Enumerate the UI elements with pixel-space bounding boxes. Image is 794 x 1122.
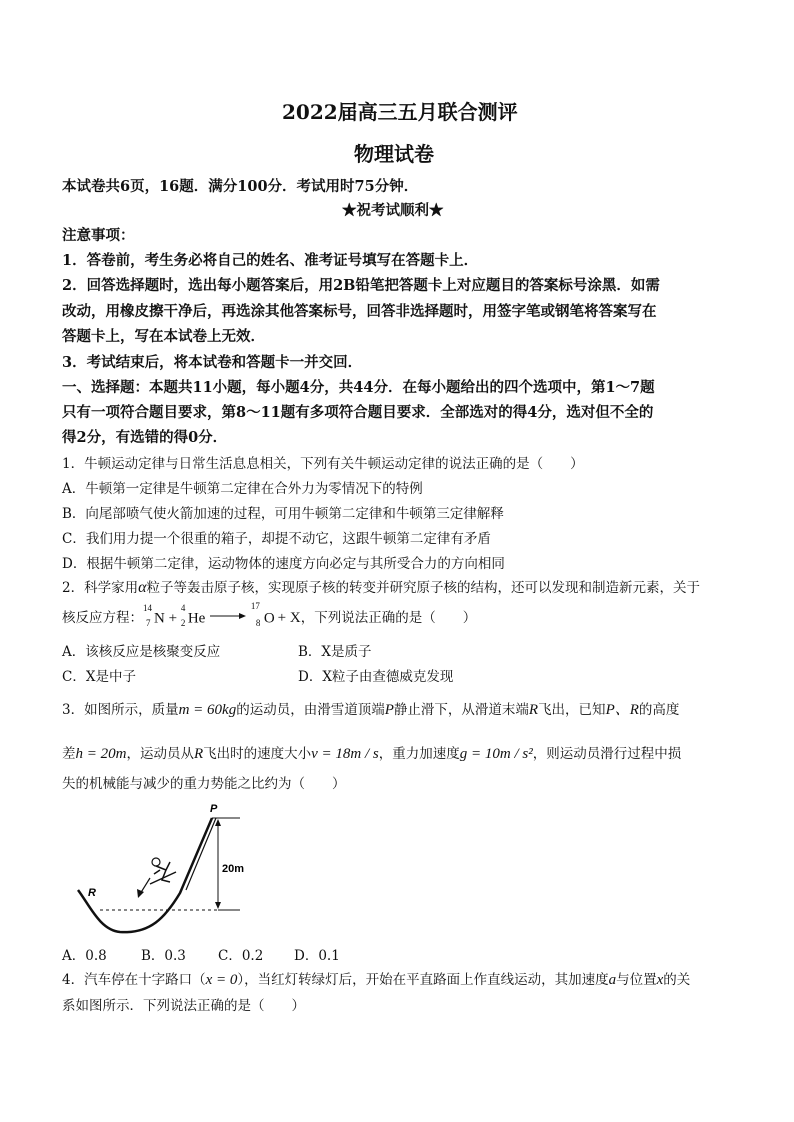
question-2-equation-line bbox=[62, 600, 477, 629]
question-1-option: D．根据牛顿第二定律，运动物体的速度方向必定与其所受合力的方向相同 bbox=[62, 556, 505, 572]
arrow-icon bbox=[209, 611, 247, 621]
stem-text: ，则运动员滑行过程中损 bbox=[532, 746, 682, 762]
question-2-stem bbox=[62, 576, 700, 597]
question-3-line bbox=[62, 698, 679, 719]
question-4-line bbox=[62, 968, 690, 989]
exam-title: 2022届高三五月联合测评 bbox=[282, 100, 518, 124]
section-heading: 得2分，有选错的得0分． bbox=[62, 429, 228, 446]
gravity-value: g = 10m / s² bbox=[459, 746, 533, 762]
point-R: R bbox=[528, 702, 539, 718]
nitrogen-symbol: N bbox=[154, 610, 165, 626]
points-PR: P、R bbox=[605, 702, 639, 718]
reaction-arrow bbox=[209, 609, 247, 626]
question-2-option: C．X是中子 bbox=[62, 669, 136, 685]
question-3-line bbox=[62, 742, 681, 763]
stem-text: 2．科学家用 bbox=[62, 580, 139, 596]
question-3-option: A．0.8 bbox=[62, 948, 107, 964]
stem-text: 粒子等轰击原子核，实现原子核的转变并研究原子核的结构，还可以发现和制造新元素，关于 bbox=[146, 580, 700, 596]
stem-text: 飞出，已知 bbox=[538, 702, 606, 718]
equation-prefix: 核反应方程： bbox=[62, 610, 143, 626]
question-1-option: A．牛顿第一定律是牛顿第二定律在合外力为零情况下的特例 bbox=[62, 481, 423, 497]
notice-item: 改动，用橡皮擦干净后，再选涂其他答案标号，回答非选择题时，用签字笔或钢笔将答案写在 bbox=[62, 303, 657, 320]
point-P: P bbox=[384, 702, 394, 718]
ski-track-inner bbox=[186, 818, 216, 890]
section-heading: 一、选择题：本题共11小题，每小题4分，共44分．在每小题给出的四个选项中，第1～7题 bbox=[62, 379, 655, 396]
question-3-line: 失的机械能与减少的重力势能之比约为（ ） bbox=[62, 776, 346, 792]
position-symbol: x bbox=[656, 972, 664, 988]
question-3-option: D．0.1 bbox=[294, 948, 340, 964]
exam-info: 本试卷共6页，16题．满分100分．考试用时75分钟． bbox=[62, 178, 419, 195]
question-1-option: C．我们用力提一个很重的箱子，却提不动它，这跟牛顿第二定律有矛盾 bbox=[62, 531, 491, 547]
stem-text: 3．如图所示，质量 bbox=[62, 702, 179, 718]
nuclear-equation bbox=[143, 600, 301, 629]
section-heading: 只有一项符合题目要求，第8～11题有多项符合题目要求．全部选对的得4分，选对但不全的 bbox=[62, 404, 654, 421]
notice-heading: 注意事项： bbox=[62, 227, 135, 244]
helium-symbol: He bbox=[187, 610, 206, 626]
plus-sign: + bbox=[168, 610, 178, 626]
height-value: h = 20m bbox=[75, 746, 127, 762]
question-1-stem: 1．牛顿运动定律与日常生活息息相关，下列有关牛顿运动定律的说法正确的是（ ） bbox=[62, 456, 584, 472]
question-2-option: B．X是质子 bbox=[298, 644, 372, 660]
notice-item: 2．回答选择题时，选出每小题答案后，用2B铅笔把答题卡上对应题目的答案标号涂黑．如需 bbox=[62, 277, 660, 294]
exam-blessing: ★祝考试顺利★ bbox=[342, 202, 444, 219]
question-4-line: 系如图所示．下列说法正确的是（ ） bbox=[62, 998, 305, 1014]
stem-text: 飞出时的速度大小 bbox=[203, 746, 312, 762]
position-zero: x = 0 bbox=[205, 972, 238, 988]
stem-text: 静止滑下，从滑道末端 bbox=[393, 702, 529, 718]
question-2-option: D．X粒子由查德威克发现 bbox=[298, 669, 454, 685]
oxygen-mass-number: 17 bbox=[250, 600, 260, 611]
question-1-option: B．向尾部喷气使火箭加速的过程，可用牛顿第二定律和牛顿第三定律解释 bbox=[62, 506, 504, 522]
question-3-option: B．0.3 bbox=[141, 948, 186, 964]
equation-suffix: ，下列说法正确的是（ ） bbox=[300, 610, 477, 626]
mass-value: m = 60kg bbox=[178, 702, 237, 718]
stem-text: 的关 bbox=[663, 972, 691, 988]
notice-item: 3．考试结束后，将本试卷和答题卡一并交回． bbox=[62, 354, 363, 371]
label-height: 20m bbox=[222, 863, 245, 875]
stem-text: 差 bbox=[62, 746, 76, 762]
label-P: P bbox=[210, 803, 218, 815]
exam-subtitle: 物理试卷 bbox=[354, 142, 434, 166]
notice-item: 1．答卷前，考生务必将自己的姓名、准考证号填写在答题卡上． bbox=[62, 252, 479, 269]
notice-item: 答题卡上，写在本试卷上无效． bbox=[62, 328, 265, 345]
speed-value: v = 18m / s bbox=[311, 746, 379, 762]
question-2-option: A．该核反应是核聚变反应 bbox=[62, 644, 221, 660]
nitrogen-atomic-number: 7 bbox=[146, 617, 151, 628]
stem-text: 的高度 bbox=[638, 702, 680, 718]
equation-rest: + X bbox=[277, 610, 301, 626]
oxygen-atomic-number: 8 bbox=[255, 617, 261, 628]
acceleration-symbol: a bbox=[608, 972, 617, 988]
helium-atomic-number: 2 bbox=[180, 617, 186, 628]
stem-text: ，运动员从 bbox=[126, 746, 194, 762]
label-R: R bbox=[88, 887, 96, 899]
helium-mass-number: 4 bbox=[180, 602, 186, 613]
stem-text: 4．汽车停在十字路口（ bbox=[62, 972, 206, 988]
nitrogen-mass-number: 14 bbox=[143, 602, 152, 613]
stem-text: ），当红灯转绿灯后，开始在平直路面上作直线运动，其加速度 bbox=[237, 972, 609, 988]
stem-text: 与位置 bbox=[616, 972, 657, 988]
stem-text: ，重力加速度 bbox=[378, 746, 460, 762]
question-3-option: C．0.2 bbox=[218, 948, 264, 964]
oxygen-symbol: O bbox=[263, 610, 275, 626]
point-R: R bbox=[193, 746, 204, 762]
skier-icon bbox=[150, 858, 176, 884]
alpha-symbol: α bbox=[138, 579, 147, 596]
stem-text: 的运动员，由滑雪道顶端 bbox=[236, 702, 385, 718]
ski-slope-figure bbox=[70, 798, 270, 938]
